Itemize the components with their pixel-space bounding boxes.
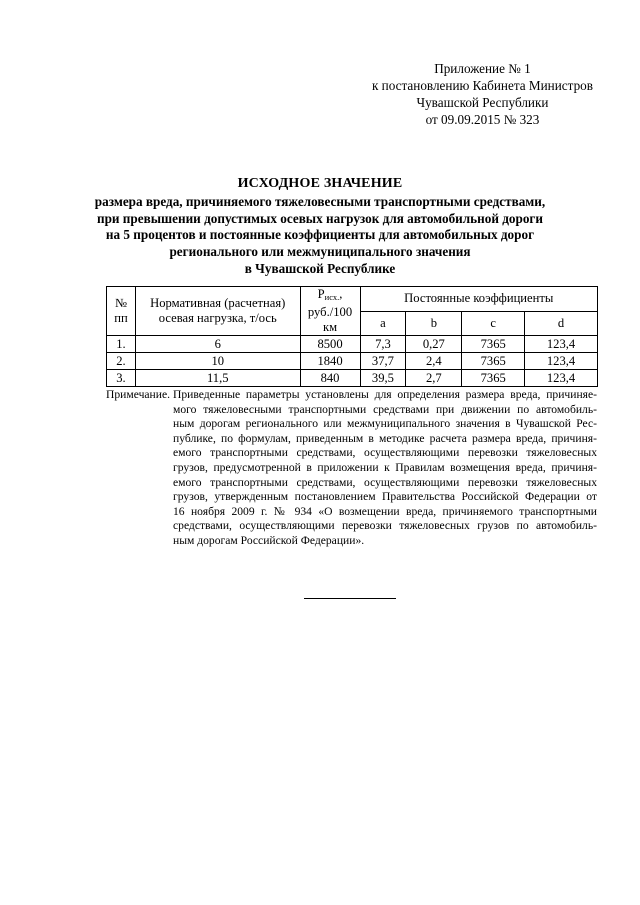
note-label: Примечание.: [106, 388, 170, 401]
table-header-row: [107, 287, 598, 312]
appendix-block: [372, 60, 593, 128]
header-number-abbr: пп: [114, 311, 128, 325]
cell-coef-a: 7,3: [360, 336, 406, 353]
cell-coef-c: 7365: [462, 353, 525, 370]
header-p-symbol: [301, 287, 360, 305]
note-line: грузов, утвержденным постановлением Правительства Российской Федерации от: [173, 490, 597, 504]
coefficients-table: [106, 286, 598, 387]
cell-number: 2.: [107, 353, 136, 370]
header-number-sign: №: [114, 296, 127, 310]
note-line: емого транспортными средствами, осуществляющими перевозки тяжеловесных: [173, 475, 597, 489]
appendix-date-number: от 09.09.2015 № 323: [425, 112, 540, 127]
p-letter: P: [317, 287, 325, 301]
note-line: публике, по формулам, приведенным в методике расчета размера вреда, причиня-: [173, 431, 597, 445]
p-subscript: исх.: [324, 292, 340, 302]
header-p-unit: руб./100 км: [307, 305, 353, 334]
note-line: Приведенные параметры установлены для определения размера вреда, причиняе-: [173, 388, 597, 401]
title-line: в Чувашской Республике: [244, 260, 396, 276]
appendix-reference: к постановлению Кабинета Министров: [371, 78, 593, 93]
note-line: емого транспортными средствами, осуществляющими перевозки тяжеловесных: [173, 446, 597, 460]
appendix-republic: Чувашской Республики: [416, 95, 549, 110]
table-row: [107, 353, 598, 370]
cell-coef-c: 7365: [462, 336, 525, 353]
p-comma: ,: [339, 287, 343, 301]
title-line: на 5 процентов и постоянные коэффициенты для автомобильных дорог: [105, 227, 535, 243]
header-coef-c: c: [462, 311, 525, 336]
header-coef-b: b: [406, 311, 462, 336]
cell-coef-b: 2,7: [406, 370, 462, 387]
cell-coef-a: 39,5: [360, 370, 406, 387]
note-line: ным дорогам Российской Федерации».: [173, 533, 365, 547]
cell-coef-b: 0,27: [406, 336, 462, 353]
note-line: 16 ноября 2009 г. № 934 «О возмещении вреда, причиняемого транспортными: [173, 504, 597, 518]
cell-axle-load: 11,5: [135, 370, 300, 387]
cell-coef-d: 123,4: [525, 353, 598, 370]
note-line: средствами, осуществляющими перевозки тяжеловесных грузов по автомобиль-: [173, 519, 597, 533]
cell-axle-load: 6: [135, 336, 300, 353]
header-number: [107, 287, 136, 336]
header-coef-a: a: [360, 311, 406, 336]
cell-coef-b: 2,4: [406, 353, 462, 370]
header-axle-load-line2: осевая нагрузка, т/ось: [158, 311, 277, 325]
cell-p-initial: 1840: [300, 353, 360, 370]
closing-rule: [304, 598, 396, 599]
cell-number: 1.: [107, 336, 136, 353]
cell-axle-load: 10: [135, 353, 300, 370]
title-line: регионального или межмуниципального значения: [169, 244, 471, 260]
cell-p-initial: 8500: [300, 336, 360, 353]
table-row: [107, 336, 598, 353]
cell-coef-c: 7365: [462, 370, 525, 387]
note-line: мого тяжеловесными транспортными средствами при движении по автомобиль-: [173, 402, 597, 416]
note-text: [173, 388, 597, 549]
header-coefficients: Постоянные коэффициенты: [360, 287, 598, 312]
title-main: ИСХОДНОЕ ЗНАЧЕНИЕ: [237, 176, 403, 191]
cell-coef-a: 37,7: [360, 353, 406, 370]
title-line: при превышении допустимых осевых нагрузок для автомобильной дороги: [96, 210, 544, 226]
cell-coef-d: 123,4: [525, 336, 598, 353]
header-p-initial: [300, 287, 360, 336]
document-title: [0, 176, 640, 278]
cell-p-initial: 840: [300, 370, 360, 387]
header-coef-d: d: [525, 311, 598, 336]
header-axle-load-line1: Нормативная (расчетная): [150, 296, 286, 310]
appendix-number: Приложение № 1: [434, 61, 531, 76]
note-line: грузов, предусмотренной в приложении к Правилам возмещения вреда, причиня-: [173, 460, 597, 474]
note-line: ным дорогам регионального или межмуниципального значения в Чувашской Рес-: [173, 417, 597, 431]
table-row: [107, 370, 598, 387]
header-axle-load: [135, 287, 300, 336]
title-line: размера вреда, причиняемого тяжеловесными транспортными средствами,: [94, 193, 546, 209]
cell-coef-d: 123,4: [525, 370, 598, 387]
cell-number: 3.: [107, 370, 136, 387]
